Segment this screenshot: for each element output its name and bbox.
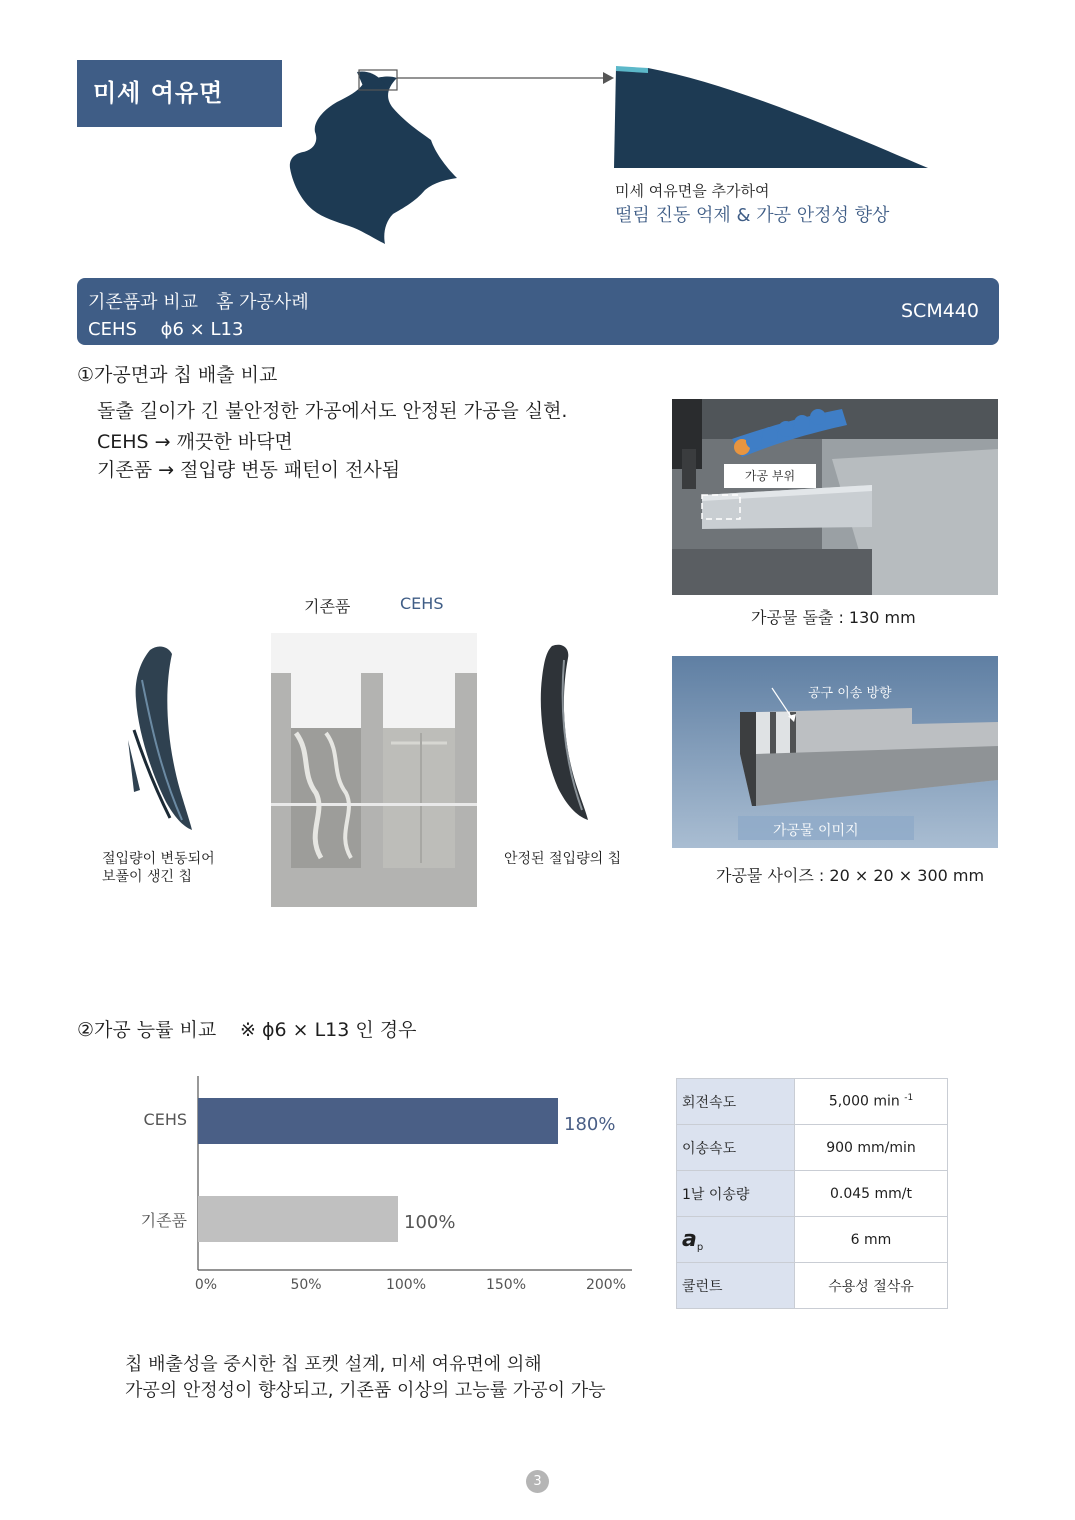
machine-photo-caption: 가공물 돌출 : 130 mm: [751, 608, 916, 627]
new-chip-caption: 안정된 절입량의 칩: [504, 851, 622, 867]
compare-label-old: 기존품: [304, 597, 351, 616]
section-title: 미세 여유면: [93, 79, 224, 107]
comparison-banner: [77, 278, 999, 345]
condition-key-sub: p: [696, 1241, 704, 1253]
banner-spec: CEHS ϕ6 × L13: [88, 319, 244, 340]
efficiency-bar-chart-svg: [135, 1070, 645, 1300]
x-tick-label: 150%: [485, 1277, 527, 1293]
summary-line1: 칩 배출성을 중시한 칩 포켓 설계, 미세 여유면에 의해: [125, 1354, 542, 1375]
section2-note: ※ ϕ6 × L13 인 경우: [240, 1019, 417, 1041]
table-row: [677, 1079, 948, 1125]
section-title-box: [77, 60, 282, 127]
relief-caption-line1: 미세 여유면을 추가하여: [615, 182, 770, 200]
old-chip-caption-1: 절입량이 변동되어: [102, 851, 215, 867]
section1-line3: 기존품 → 절입량 변동 패턴이 전사됨: [97, 459, 401, 481]
table-row: [677, 1171, 948, 1217]
banner-title: 기존품과 비교 홈 가공사례: [88, 292, 309, 313]
compare-label-new: CEHS: [400, 594, 444, 613]
tool-feed-direction-label: 공구 이송 방향: [808, 686, 892, 701]
condition-value-text: 5,000 min: [828, 1093, 900, 1110]
relief-detail-illustration: [350, 62, 950, 174]
value-label: 180%: [564, 1114, 616, 1135]
section1-heading: ①가공면과 칩 배출 비교: [77, 364, 278, 386]
cutting-conditions-table: [676, 1078, 948, 1309]
relief-profile: [614, 68, 928, 168]
machine-tag-label: 가공 부위: [724, 464, 816, 488]
category-label: 기존품: [140, 1211, 187, 1230]
table-row: [677, 1125, 948, 1171]
page-number: 3: [526, 1470, 549, 1493]
condition-value-sup: -1: [904, 1093, 914, 1104]
table-row: [677, 1217, 948, 1263]
old-chip-photo: [120, 640, 200, 835]
relief-caption-line2: 떨림 진동 억제 & 가공 안정성 향상: [615, 205, 890, 226]
x-tick-label: 0%: [194, 1277, 218, 1293]
section1-line2: CEHS → 깨끗한 바닥면: [97, 431, 293, 453]
section1-line1: 돌출 길이가 긴 불안정한 가공에서도 안정된 가공을 실현.: [97, 400, 568, 422]
bar-1: [198, 1196, 398, 1242]
condition-key: 1날 이송량: [677, 1171, 795, 1217]
condition-value: [795, 1079, 948, 1125]
condition-key-symbol: a: [682, 1226, 697, 1252]
condition-value: 0.045 mm/t: [795, 1171, 948, 1217]
category-label: CEHS: [143, 1110, 187, 1129]
condition-key: 이송속도: [677, 1125, 795, 1171]
banner-material: SCM440: [901, 300, 979, 322]
new-chip-photo: [530, 640, 590, 825]
x-tick-label: 50%: [290, 1277, 322, 1293]
section2-heading: ②가공 능률 비교: [77, 1019, 217, 1041]
condition-value: 6 mm: [795, 1217, 948, 1263]
workpiece-size-caption: 가공물 사이즈 : 20 × 20 × 300 mm: [716, 866, 985, 885]
condition-key: [677, 1217, 795, 1263]
bar-0: [198, 1098, 558, 1144]
condition-value: 900 mm/min: [795, 1125, 948, 1171]
old-chip-caption-2: 보풀이 생긴 칩: [102, 869, 193, 885]
condition-key: 회전속도: [677, 1079, 795, 1125]
workpiece-image-label: 가공물 이미지: [773, 823, 859, 839]
condition-key: 쿨런트: [677, 1263, 795, 1309]
groove-comparison-photo: [271, 633, 477, 907]
x-tick-label: 200%: [585, 1277, 627, 1293]
value-label: 100%: [404, 1212, 456, 1233]
summary-line2: 가공의 안정성이 향상되고, 기존품 이상의 고능률 가공이 가능: [125, 1380, 606, 1401]
condition-value: 수용성 절삭유: [795, 1263, 948, 1309]
x-tick-label: 100%: [385, 1277, 427, 1293]
machine-photo: [672, 399, 998, 595]
zoom-arrow-head: [603, 72, 614, 84]
efficiency-bar-chart: [135, 1070, 645, 1300]
table-row: [677, 1263, 948, 1309]
